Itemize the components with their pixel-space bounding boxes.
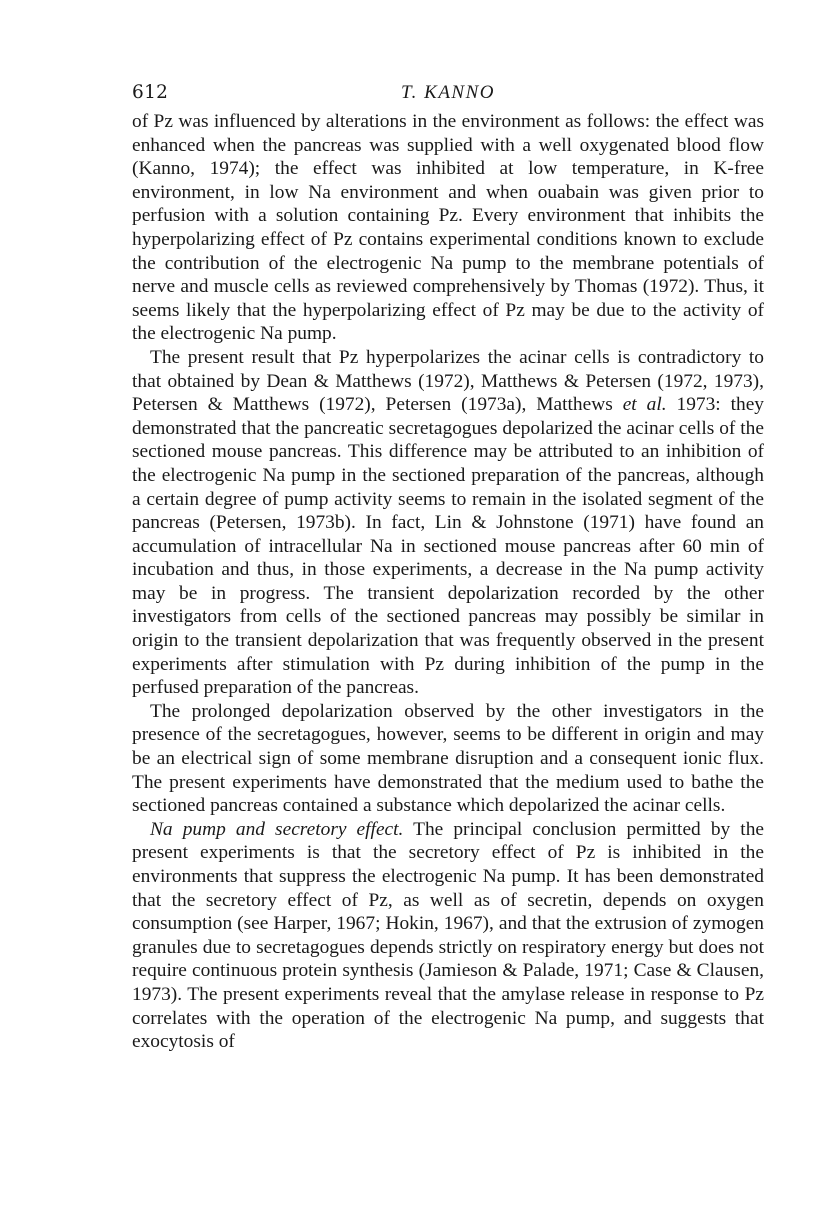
- page-number: 612: [132, 82, 169, 103]
- paragraph-text: The principal conclusion permitted by the present experiments is that the secretory effect of Pz is inhibited in the environments that suppress the electrogenic Na pump. It has been demonstrated that the secretory effect of Pz, as well as of secretin, depends on oxygen consumption (see Harper, 1967; Hokin, 1967), and that the extrusion of zymogen granules due to secretagogues depends strictly on respiratory energy but does not require continuous protein synthesis (Jamieson & Palade, 1971; Case & Clausen, 1973). The present experiments reveal that the amylase release in response to Pz correlates with the operation of the electrogenic Na pump, and suggests that exocytosis of: [132, 818, 764, 1053]
- paragraph-text-after-italic: 1973: they demonstrated that the pancreatic secretagogues depolarized the acinar cells of the sectioned mouse pancreas. This difference may be attributed to an inhibition of the electrogenic Na pump in the sectioned preparation of the pancreas, although a certain degree of pump activity seems to remain in the isolated segment of the pancreas (Petersen, 1973b). In fact, Lin & Johnstone (1971) have found an accumulation of intracellular Na in sectioned mouse pancreas after 60 min of incubation and thus, in those experiments, a decrease in the Na pump activity may be in progress. The transient depolarization recorded by the other investigators from cells of the sectioned pancreas may possibly be similar in origin to the transient depolarization that was frequently observed in the present experiments after stimulation with Pz during inhibition of the pump in the perfused preparation of the pancreas.: [132, 394, 764, 699]
- paragraph-na-pump-secretory-effect: [132, 818, 764, 1054]
- paragraph-text-before-italic: The present result that Pz hyperpolarizes the acinar cells is contradictory to that obtained by Dean & Matthews (1972), Matthews & Petersen (1972, 1973), Petersen & Matthews (1972), Petersen (1973a), Matthews: [132, 346, 764, 416]
- run-in-heading: Na pump and secretory effect.: [150, 818, 404, 840]
- article-body: [132, 110, 764, 1054]
- paragraph-text: The prolonged depolarization observed by the other investigators in the presence of the secretagogues, however, seems to be different in origin and may be an electrical sign of some membrane disruption and a consequent ionic flux. The present experiments have demonstrated that the medium used to bathe the sectioned pancreas contained a substance which depolarized the acinar cells.: [132, 700, 764, 817]
- journal-page: [132, 80, 764, 1054]
- paragraph-hyperpolarizing-effect: [132, 110, 764, 346]
- italic-et-al: et al.: [622, 394, 667, 416]
- page-header: [132, 80, 764, 110]
- running-head-author: T. KANNO: [400, 82, 495, 103]
- paragraph-contradictory-results: [132, 346, 764, 700]
- paragraph-prolonged-depolarization: [132, 700, 764, 818]
- paragraph-text: of Pz was influenced by alterations in the environment as follows: the effect was enhanced when the pancreas was supplied with a well oxygenated blood flow (Kanno, 1974); the effect was inhibited at low temperature, in K-free environment, in low Na environment and when ouabain was given prior to perfusion with a solution containing Pz. Every environment that inhibits the hyperpolarizing effect of Pz contains experimental conditions known to exclude the contribution of the electrogenic Na pump to the membrane potentials of nerve and muscle cells as reviewed comprehensively by Thomas (1972). Thus, it seems likely that the hyperpolarizing effect of Pz may be due to the activity of the electrogenic Na pump.: [132, 111, 764, 345]
